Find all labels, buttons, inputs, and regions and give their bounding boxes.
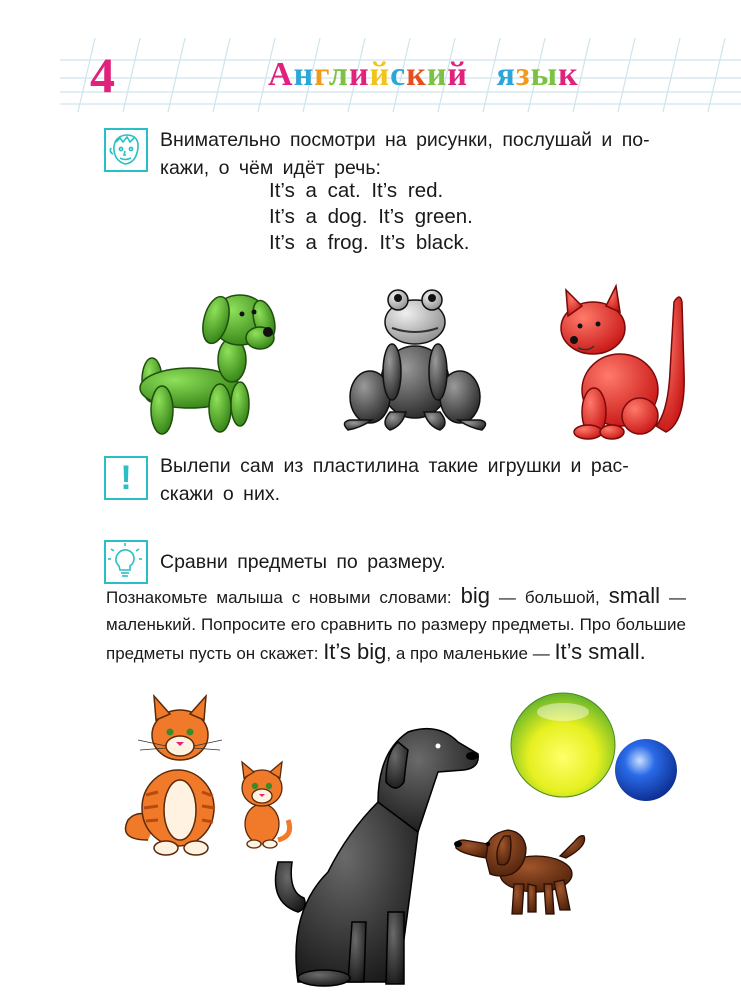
big-orange-cat-illustration — [118, 690, 238, 860]
title-letter: А — [268, 56, 294, 93]
big-yellow-ball-illustration — [508, 690, 618, 800]
task2-instruction — [160, 452, 690, 508]
phrase-its-small: It’s small. — [554, 639, 646, 664]
page-title — [268, 58, 579, 92]
attention-task-icon — [104, 456, 148, 500]
exclamation-icon: ! — [120, 459, 132, 497]
black-frog-toy-illustration — [330, 272, 500, 442]
note-part-3: — маленький. Попросите его сравнить по размеру предметы. Про большие предметы пусть он скажет: — [106, 588, 686, 663]
title-letter: к — [558, 56, 579, 93]
title-letter: ы — [530, 56, 559, 93]
note-part-4: , а про маленькие — — [386, 644, 555, 663]
title-letter: й — [369, 56, 391, 93]
word-small: small — [608, 583, 661, 608]
task2-line2: скажи о них. — [160, 483, 281, 505]
page-number: 4 — [90, 47, 115, 103]
phrase-dog: It’s a dog. It’s green. — [269, 205, 473, 228]
parent-note — [106, 582, 686, 667]
title-letter — [468, 56, 497, 93]
title-letter: й — [447, 56, 469, 93]
phrase-frog: It’s a frog. It’s black. — [269, 231, 470, 254]
task1-line2: кажи, о чём идёт речь: — [160, 157, 381, 179]
red-cat-toy-illustration — [548, 282, 698, 442]
note-part-1: Познакомьте малыша с новыми словами: — [106, 588, 461, 607]
small-blue-ball-illustration — [612, 736, 680, 804]
title-letter: к — [406, 56, 427, 93]
phrase-its-big: It’s big — [323, 639, 387, 664]
phrase-cat: It’s a cat. It’s red. — [269, 179, 444, 202]
task1-line1: Внимательно посмотри на рисунки, послушай и по- — [160, 129, 650, 151]
title-letter: и — [426, 56, 448, 93]
title-letter: с — [390, 56, 407, 93]
task1-instruction — [160, 126, 690, 182]
note-part-2: — большой, — [489, 588, 609, 607]
title-letter: и — [348, 56, 370, 93]
green-dog-toy-illustration — [120, 280, 280, 440]
small-brown-puppy-illustration — [448, 818, 598, 918]
listen-task-icon — [104, 128, 148, 172]
word-big: big — [460, 583, 490, 608]
title-letter: з — [515, 56, 531, 93]
boy-face-icon — [106, 130, 145, 169]
lightbulb-icon — [106, 542, 145, 581]
english-phrases — [269, 178, 473, 256]
title-letter: г — [314, 56, 329, 93]
title-letter: н — [293, 56, 315, 93]
think-task-icon — [104, 540, 148, 584]
title-letter: л — [328, 56, 349, 93]
task3-instruction: Сравни предметы по размеру. — [160, 551, 446, 573]
task2-line1: Вылепи сам из пластилина такие игрушки и рас- — [160, 455, 629, 477]
title-letter: я — [496, 56, 516, 93]
